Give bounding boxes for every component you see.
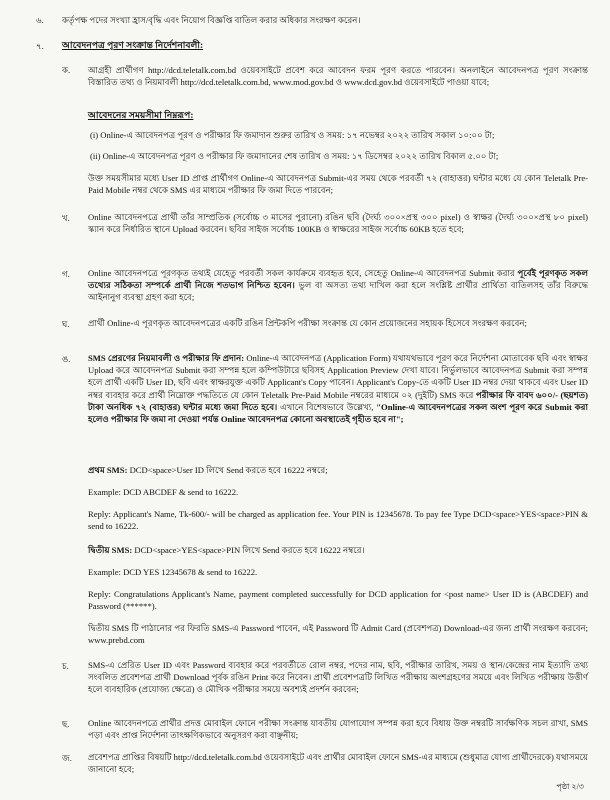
sms1-line (88, 464, 588, 476)
item-ja-number: জ. (62, 753, 72, 763)
sms2-label: দ্বিতীয় SMS: (88, 545, 133, 555)
ga-part-bold: পূর্বেই পূরণকৃত সকল তথ্যের সঠিকতা সম্পর্কে প্রার্থী নিজে শতভাগ নিশ্চিত হবেন। (88, 268, 588, 291)
item-7-heading: আবেদনপত্র পূরণ সংক্রান্ত নির্দেশনাবলী: (62, 40, 204, 50)
item-ka-text: আগ্রহী প্রার্থীগণ http://dcd.teletalk.com.bd ওয়েবসাইটে প্রবেশ করে আবেদন ফরম পূরণ করতে পারবেন। অনলাইনে আবেদনপত্র পূরণ সংক্রান্ত বিস্তারিত তথ্য ও নিয়মাবলী http://dcd.teletalk.com.bd, www.mod.gov.bd ও www.dcd.gov.bd ওয়েবসাইটে পাওয়া যাবে; (88, 65, 588, 88)
item-cha-number: চ. (62, 661, 69, 671)
reply-1: Reply: Applicant's Name, Tk-600/- will be charged as application fee. Your PIN is 12345678. To pay fee Type DCD<space>YES<space>PIN & send to 16222. (88, 509, 588, 532)
item-gha-text: প্রার্থী Online-এ পূরণকৃত আবেদনপত্রের একটি রঙিন প্রিন্টকপি পরীক্ষা সংক্রান্ত যে কোন প্রয়োজনের সহায়ক হিসেবে সংরক্ষণ করবেন; (88, 318, 527, 328)
uma-part-bold-fee: পরীক্ষার ফি বাবদ ৬০০/- (ছয়শত) টাকা অনধিক ৭২ (বাহাত্তর) ঘন্টার মধ্যে জমা দিতে হবে। (88, 389, 588, 412)
page-number: পৃষ্ঠা ২/৩ (556, 781, 584, 791)
item-kha-number: খ. (62, 213, 70, 223)
item-gha-number: ঘ. (62, 319, 70, 329)
item-6-number: ৬. (36, 15, 44, 25)
item-ga-number: গ. (62, 269, 70, 279)
schedule-item-i: (i) Online-এ আবেদনপত্র পূরণ ও পরীক্ষার ফি জমাদান শুরুর তারিখ ও সময়: ১৭ নভেম্বর ২০২২ তারিখ সকাল ১০:০০ টা; (90, 130, 495, 140)
item-uma-number: ঙ. (62, 354, 71, 364)
schedule-heading: আবেদনের সময়সীমা নিম্নরূপ: (88, 110, 194, 120)
item-cha-text: SMS-এ প্রেরিত User ID এবং Password ব্যবহার করে পরবর্তীতে রোল নম্বর, পদের নাম, ছবি, পরীক্ষার তারিখ, সময় ও স্থান/কেন্দ্রের নাম ইত্যাদি তথ্য সংবলিত প্রবেশপত্র প্রার্থী Download পূর্বক রঙিন Print করে নিবেন। প্রার্থী প্রবেশপত্রটি লিখিত পরীক্ষায় অংশগ্রহণের সময়ে এবং লিখিত পরীক্ষায় উত্তীর্ণ হলে ব্যবহারিক (প্রযোজ্য ক্ষেত্রে) ও মৌখিক পরীক্ষার সময়ে অবশ্যই প্রদর্শন করবেন; (88, 660, 588, 695)
sms1-text: DCD<space>User ID লিখে Send করতে হবে 16222 নম্বরে; (127, 465, 328, 475)
item-7-number: ৭. (36, 41, 44, 51)
uma-title: SMS প্রেরণের নিয়মাবলী ও পরীক্ষার ফি প্রদান: (88, 353, 245, 363)
item-ja-text: প্রবেশপত্র প্রাপ্তির বিষয়টি http://dcd.teletalk.com.bd ওয়েবসাইটে এবং প্রার্থীর মোবাইল ফোনে SMS-এর মাধ্যমে (শুধুমাত্র যোগ্য প্রার্থীদেরকে) যথাসময়ে জানানো হবে; (88, 752, 588, 775)
item-chha-text: Online আবেদনপত্রে প্রার্থীর প্রদত্ত মোবাইল ফোনে পরীক্ষা সংক্রান্ত যাবতীয় যোগাযোগ সম্পন্ন করা হবে বিধায় উক্ত নম্বরটি সার্বক্ষণিক সচল রাখা, SMS পড়া এবং প্রাপ্ত নির্দেশনা তাৎক্ষণিকভাবে অনুসরণ করা বাঞ্ছনীয়; (88, 718, 588, 741)
uma-part-c: এখানে বিশেষভাবে উল্লেখ্য, (277, 401, 377, 412)
item-kha-text: Online আবেদনপত্রে প্রার্থী তাঁর সাম্প্রতিক (সর্বোচ্চ ৩ মাসের পুরানো) রঙিন ছবি (দৈর্ঘ্য ৩০০×প্রস্থ ৩০০ pixel) ও স্বাক্ষর (দৈর্ঘ্য ৩০০×প্রস্থ ৮০ pixel) স্ক্যান করে নির্ধারিত স্থানে Upload করবেন। ছবির সাইজ সর্বোচ্চ 100KB ও স্বাক্ষরের সাইজ সর্বোচ্চ 60KB হতে হবে; (88, 212, 588, 235)
schedule-item-ii: (ii) Online-এ আবেদনপত্র পূরণ ও পরীক্ষার ফি জমাদানের শেষ তারিখ ও সময়: ১৭ ডিসেম্বর ২০২২ তারিখ বিকাল ৫.০০ টা; (90, 151, 499, 161)
sms2-text: DCD<space>YES<space>PIN লিখে Send করতে হবে 16222 নম্বরে। (132, 545, 365, 555)
ga-part-c: ভুল বা অসত্য তথ্য দাখিল করা হলে সংশ্লিষ্ট প্রার্থীর প্রার্থিতা বাতিলসহ তাঁর বিরুদ্ধে আইনানুগ ব্যবস্থা গ্রহণ করা হবে; (88, 280, 588, 303)
sms1-label: প্রথম SMS: (88, 465, 128, 475)
item-chha-number: ছ. (62, 719, 70, 729)
item-ka-number: ক. (62, 65, 71, 75)
uma-part-a: Online-এ আবেদনপত্র (Application Form) যথাযথভাবে পূরণ করে নির্দেশনা মোতাবেক ছবি এবং স্বাক্ষর Upload করে আবেদনপত্র Submit করা সম্পন্ন হলে কম্পিউটারে ছবিসহ Application Preview দেখা যাবে। নির্ভুলভাবে আবেদনপত্র Submit করা সম্পন্ন হলে প্রার্থী একটি User ID, ছবি এবং স্বাক্ষরযুক্ত একটি Applicant's Copy পাবেন। Applicant's Copy-তে একটি User ID নম্বর দেয়া থাকবে এবং User ID নম্বর ব্যবহার করে প্রার্থী নিম্নোক্ত পদ্ধতিতে যে কোন Teletalk Pre-Paid Mobile নম্বরের মাধ্যমে ০২ (দুইটি) SMS করে (88, 353, 588, 400)
schedule-note: উক্ত সময়সীমার মধ্যে User ID প্রাপ্ত প্রার্থীগণ Online-এ আবেদনপত্র Submit-এর সময় থেকে পরবর্তী ৭২ (বাহাত্তর) ঘন্টার মধ্যে যে কোন Teletalk Pre-Paid Mobile নম্বর থেকে SMS এর মাধ্যমে পরীক্ষার ফি জমা দিতে পারবেন; (88, 173, 588, 196)
sms2-line (88, 544, 588, 556)
item-ga-text (88, 267, 588, 304)
ga-part-a: Online আবেদনপত্রে পূরণকৃত তথ্যই যেহেতু পরবর্তী সকল কার্যক্রমে ব্যবহৃত হবে, সেহেতু Online-এ আবেদনপত্র Submit করার (88, 268, 518, 278)
example-1: Example: DCD ABCDEF & send to 16222. (88, 487, 239, 497)
uma-part-bold-warning: "Online-এ আবেদনপত্রের সকল অংশ পূরণ করে Submit করা হলেও পরীক্ষার ফি জমা না দেওয়া পর্যন্ত Online আবেদনপত্র কোনো অবস্থাতেই গৃহীত হবে না"; (88, 401, 588, 425)
uma-password-note: দ্বিতীয় SMS টি পাঠানোর পর ফিরতি SMS-এ Password পাবেন, এই Password টি Admit Card (প্রবেশপত্র) Download-এর জন্য প্রার্থী সংরক্ষণ করবেন; www.prebd.com (88, 623, 588, 646)
example-2: Example: DCD YES 12345678 & send to 16222. (88, 567, 258, 577)
item-uma-text (88, 352, 588, 425)
item-6-text: কর্তৃপক্ষ পদের সংখ্যা হ্রাস/বৃদ্ধি এবং নিয়োগ বিজ্ঞপ্তি বাতিল করার অধিকার সংরক্ষণ করেন। (62, 15, 361, 25)
reply-2: Reply: Congratulations Applicant's Name, payment completed successfully for DCD application for <post name> User ID is (ABCDEF) and Password (******). (88, 589, 588, 612)
